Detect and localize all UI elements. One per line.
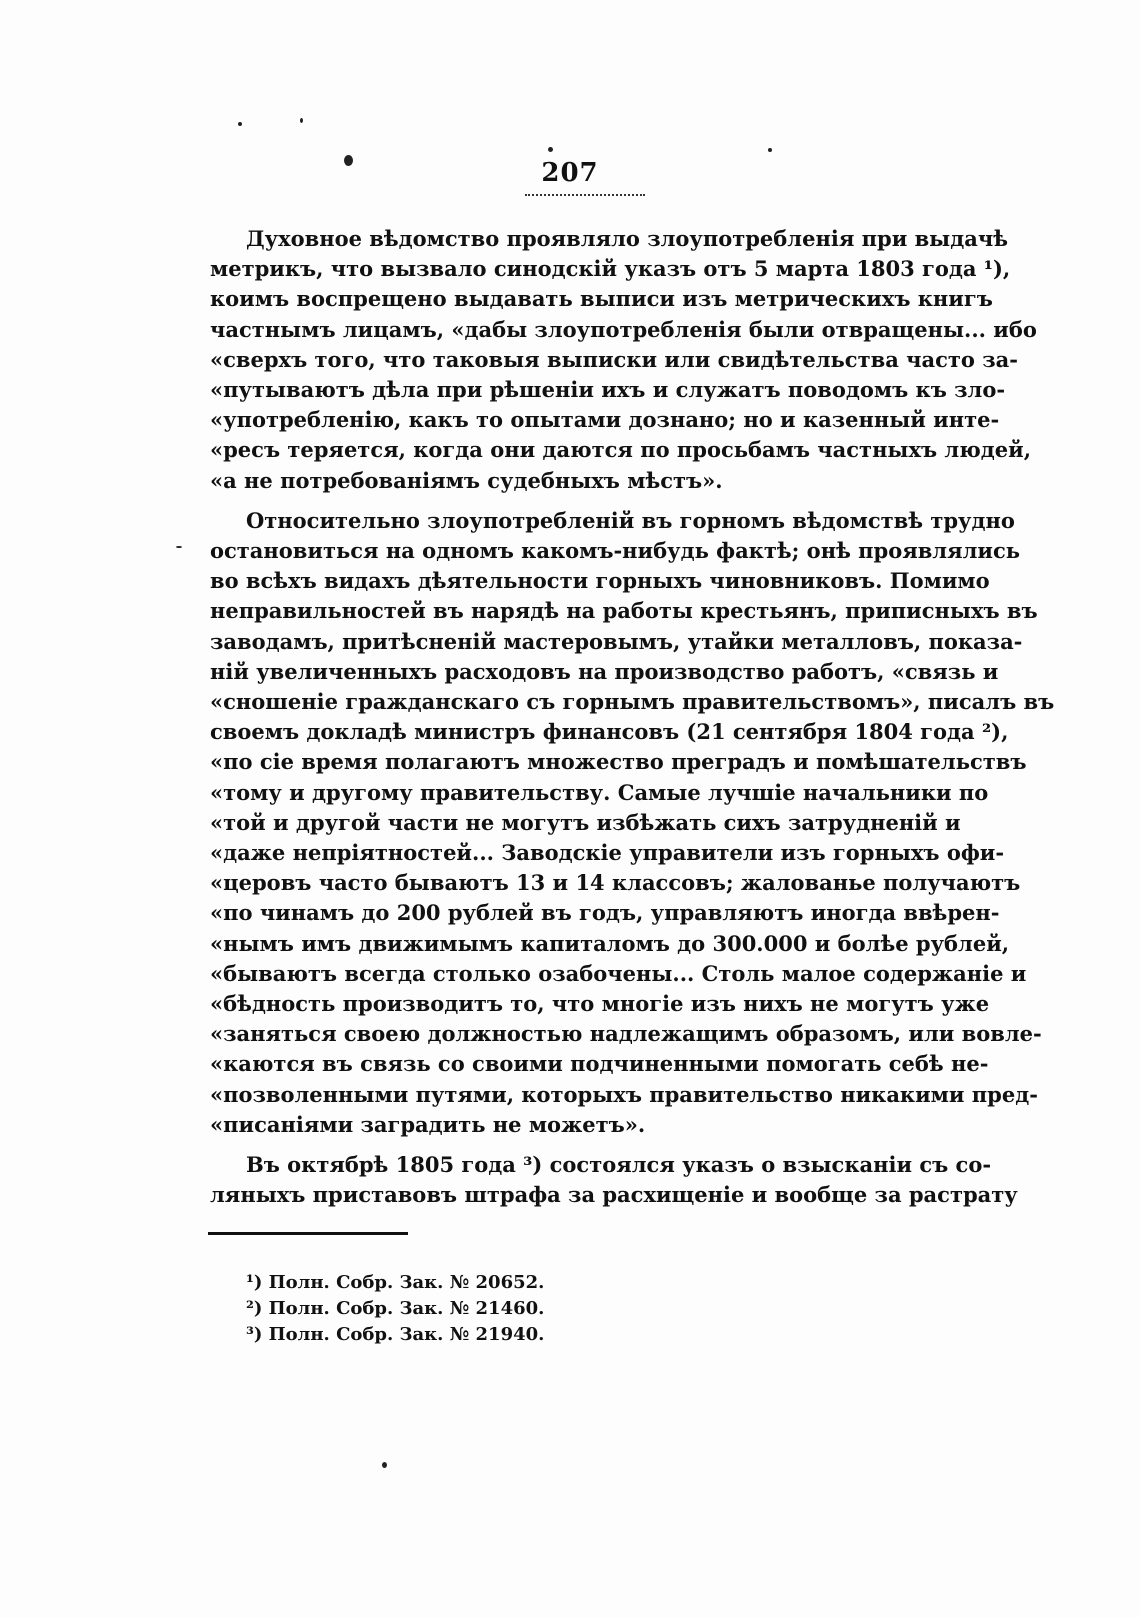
footnote: ³) Полн. Собр. Зак. № 21940. [246, 1324, 545, 1345]
text-line: «заняться своею должностью надлежащимъ образомъ, или вовле- [210, 1021, 1042, 1047]
text-line: «каются въ связь со своими подчиненными помогать себѣ не- [210, 1051, 989, 1077]
text-line: «позволенными путями, которыхъ правительство никакими пред- [210, 1081, 1038, 1107]
text-line: Духовное вѣдомство проявляло злоупотребленія при выдачѣ [246, 226, 1008, 251]
body-text [210, 224, 1055, 1211]
footnotes [246, 1270, 544, 1348]
text-line: «бѣдность производитъ то, что многіе изъ нихъ не могутъ уже [210, 991, 990, 1017]
text-line: «путываютъ дѣла при рѣшеніи ихъ и служатъ поводомъ къ зло- [210, 377, 1006, 403]
paragraph [210, 1150, 1018, 1210]
page-number: 207 [541, 158, 599, 188]
text-line: метрикъ, что вызвало синодскій указъ отъ 5 марта 1803 года ¹), [210, 256, 1011, 282]
text-line: ляныхъ приставовъ штрафа за расхищеніе и вообще за растрату [210, 1182, 1018, 1208]
text-line: «сверхъ того, что таковыя выписки или свидѣтельства часто за- [210, 346, 1018, 372]
text-line: «употребленію, какъ то опытами дознано; но и казенный инте- [210, 407, 1000, 433]
text-line: неправильностей въ нарядѣ на работы крестьянъ, приписныхъ въ [210, 598, 1038, 624]
text-line: Относительно злоупотребленій въ горномъ вѣдомствѣ трудно [246, 507, 1015, 533]
text-line: во всѣхъ видахъ дѣятельности горныхъ чиновниковъ. Помимо [210, 568, 990, 594]
text-line: Въ октябрѣ 1805 года ³) состоялся указъ о взысканіи съ со- [246, 1152, 992, 1178]
scan-speck [300, 118, 303, 123]
scan-speck [548, 147, 553, 152]
text-line: остановиться на одномъ какомъ-нибудь фактѣ; онѣ проявлялись [210, 538, 1021, 564]
text-line: «сношеніе гражданскаго съ горнымъ правительствомъ», писалъ въ [210, 689, 1055, 715]
text-line: частнымъ лицамъ, «дабы злоупотребленія были отвращены... ибо [210, 316, 1037, 342]
text-line: заводамъ, притѣсненій мастеровымъ, утайки металловъ, показа- [210, 628, 1023, 654]
text-line: «нымъ имъ движимымъ капиталомъ до 300.000 и болѣе рублей, [210, 930, 1010, 956]
text-line: ній увеличенныхъ расходовъ на производство работъ, «связь и [210, 658, 999, 684]
text-line: «по чинамъ до 200 рублей въ годъ, управляютъ иногда ввѣрен- [210, 900, 1000, 926]
text-line: «тому и другому правительству. Самые лучшіе начальники по [210, 779, 989, 805]
text-line: «писаніями заградить не можетъ». [210, 1111, 646, 1137]
scan-speck [382, 1462, 387, 1468]
scan-speck [238, 122, 242, 126]
text-line: коимъ воспрещено выдавать выписи изъ метрическихъ книгъ [210, 286, 993, 312]
paragraph [210, 506, 1055, 1140]
text-line: «бываютъ всегда столько озабочены... Столь малое содержаніе и [210, 960, 1027, 986]
scan-speck [768, 148, 772, 152]
page-number-rule [525, 194, 645, 196]
footnote-rule [208, 1232, 408, 1235]
footnote: ²) Полн. Собр. Зак. № 21460. [246, 1298, 545, 1319]
scan-speck [176, 546, 182, 548]
text-line: «по сіе время полагаютъ множество преградъ и помѣшательствъ [210, 749, 1027, 775]
paragraph [210, 224, 1037, 496]
paragraph-gap [210, 1140, 932, 1150]
text-line: «церовъ часто бываютъ 13 и 14 классовъ; жалованье получаютъ [210, 870, 1021, 896]
text-line: «даже непріятностей... Заводскіе управители изъ горныхъ офи- [210, 840, 1005, 866]
footnote: ¹) Полн. Собр. Зак. № 20652. [246, 1272, 545, 1293]
text-line: «той и другой части не могутъ избѣжать сихъ затрудненій и [210, 809, 961, 835]
text-line: своемъ докладѣ министръ финансовъ (21 сентября 1804 года ²), [210, 719, 1009, 745]
text-line: «а не потребованіямъ судебныхъ мѣстъ». [210, 467, 723, 493]
text-line: «ресъ теряется, когда они даются по просьбамъ частныхъ людей, [210, 437, 1032, 463]
paragraphs [210, 224, 1055, 1211]
paragraph-gap [210, 496, 932, 506]
